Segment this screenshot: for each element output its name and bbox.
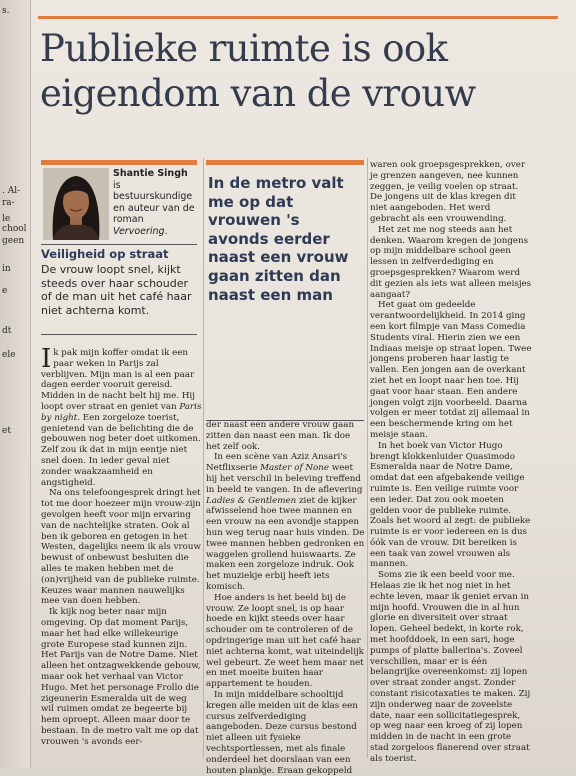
strip-fragment: ra- xyxy=(2,198,15,208)
strip-fragment: in xyxy=(2,264,11,274)
paragraph-italic: Paris by night xyxy=(41,401,202,423)
strip-fragment: . Al- xyxy=(2,186,21,196)
paragraph: waren ook groepsgesprekken, over je grenzen aangeven, nee kunnen zeggen, je veilig voelen op straat. De jongens uit de klas kregen dit niet aangeboden. Het werd gebracht als een vrouwending. xyxy=(370,160,526,224)
author-accent-rule xyxy=(41,160,197,165)
paragraph: Na ons telefoongesprek dringt het tot me door hoezeer mijn vrouw-zijn gevolgen heeft voor mijn ervaring van de nachtelijke straten. Ook al ben ik geboren en getogen in het Westen, dagelijks neem ik als vrouw bewust of onbewust besluiten die alles te maken hebben met de (on)vrijheid van de publieke ruimte. Keuzes waar mannen nauwelijks mee van doen hebben. xyxy=(41,488,201,607)
paragraph-text: k pak mijn koffer omdat ik een paar weken in Parijs zal verblijven. Mijn man is al een paar dagen eerder vooruit gereisd. Midden in de nacht belt hij me. Hij loopt over straat en geniet van xyxy=(41,348,195,412)
top-accent-rule xyxy=(38,16,558,19)
paragraph: Hoe anders is het beeld bij de vrouw. Ze loopt snel, is op haar hoede en kijkt steeds over haar schouder om te controleren of de opdringerige man uit het café haar niet achterna komt, wat uiteindelijk wel gebeurt. Ze weet hem maar net en met moeite buiten haar appartement te houden. xyxy=(206,592,364,690)
paragraph-italic: Ladies & Gentlemen xyxy=(206,495,297,506)
paragraph xyxy=(206,452,365,592)
strip-fragment: e xyxy=(2,286,8,296)
paragraph: In het boek van Victor Hugo brengt klokkenluider Quasimodo Esmeralda naar de Notre Dame, omdat dat een afgebakende veilige ruimte is. Een veilige ruimte voor een ieder. Dat zou ook moeten gelden voor de publieke ruimte. Zoals het woord al zegt: de publieke ruimte is er voor iedereen en is dus óók van de vrouw. Dit bereiken is een taak van zowel vrouwen als mannen. xyxy=(370,440,531,570)
paragraph-text: ziet de kijker afwisselend hoe twee mannen en een vrouw na een avondje stappen hun weg terug naar huis vinden. De twee mannen hebben gedronken en waggelen grollend huiswaarts. Ze maken een zorgeloze indruk. Ook het muziekje erbij heeft iets komisch. xyxy=(206,495,365,592)
column-divider xyxy=(367,158,368,758)
strip-fragment: dt xyxy=(2,326,12,336)
paragraph xyxy=(41,344,202,488)
column-divider xyxy=(203,158,204,758)
author-book-title: Vervoering xyxy=(113,225,165,237)
paragraph: In mijn middelbare schooltijd kregen alle meiden uit de klas een cursus zelfverdediging aangeboden. Deze cursus bestond niet alleen uit fysieke vechtsportlessen, met als finale onderdeel het doorslaan van een houten plankje. Eraan gekoppeld xyxy=(206,689,358,776)
body-column-2 xyxy=(206,420,365,776)
strip-fragment: et xyxy=(2,426,11,436)
strip-fragment: ele xyxy=(2,350,16,360)
author-photo xyxy=(43,168,109,240)
section-rule-top xyxy=(41,244,197,245)
paragraph-text: weet hij het verschil in beleving treffend in beeld te vangen. In de aflevering xyxy=(206,463,363,495)
paragraph: Soms zie ik een beeld voor me. Helaas zie ik het nog niet in het echte leven, maar ik geniet ervan in mijn hoofd. Vrouwen die in al hun glorie en diversiteit over straat lopen. Geheel bedekt, in korte rok, met hoofddoek, in een sari, hoge pumps of platte ballerina's. Zoveel verschillen, maar er is één belangrijke overeenkomst: zij lopen over straat zonder angst. Zonder constant risicotaxaties te maken. Zij zijn onderweg naar de zoveelste date, naar een sollicitatiegesprek, op weg naar een kroeg of zij lopen midden in de nacht in een grote stad zorgeloos flanerend over straat als toerist. xyxy=(370,570,531,764)
headline-line-1: Publieke ruimte is ook xyxy=(40,27,448,70)
article-headline xyxy=(40,26,560,116)
strip-fragment: chool xyxy=(2,224,27,234)
author-bio-period: . xyxy=(164,225,168,237)
strip-fragment: s. xyxy=(2,6,10,16)
author-description: is bestuurskundige en auteur van de roman xyxy=(113,179,195,225)
headline-line-2: eigendom van de vrouw xyxy=(40,72,476,115)
article-lead: De vrouw loopt snel, kijkt steeds over haar schouder of de man uit het café haar niet achterna komt. xyxy=(41,263,192,317)
drop-cap: I xyxy=(41,344,52,374)
paragraph-text: In een scène van Aziz Ansari's Netflixserie xyxy=(206,452,348,474)
paragraph: Het gaat om gedeelde verantwoordelijkheid. In 2014 ging een kort filmpje van Mass Comedia Students viral. Hierin zien we een Indiaas meisje op straat lopen. Twee jongens proberen haar lastig te vallen. Een jongen aan de overkant ziet het en loopt naar hen toe. Hij gaat voor haar staan. Een andere jongen volgt zijn voorbeeld. Daarna volgen er meer totdat zij allemaal in een beschermende kring om het meisje staan. xyxy=(370,300,532,440)
paragraph-italic: Master of None xyxy=(260,463,329,474)
pull-quote: In de metro valt me op dat vrouwen 's avonds eerder naast een vrouw gaan zitten dan naast een man xyxy=(208,174,349,304)
strip-fragment: le xyxy=(2,214,11,224)
paragraph: der naast een andere vrouw gaan zitten dan naast een man. Ik doe het zelf ook. xyxy=(206,420,355,452)
section-rule-bottom xyxy=(41,334,197,335)
strip-fragment: geen xyxy=(2,236,25,246)
paragraph: Ik kijk nog beter naar mijn omgeving. Op dat moment Parijs, maar het had elke willekeurige grote Europese stad kunnen zijn. Het Parijs van de Notre Dame. Niet alleen het ontzagwekkende gebouw, maar ook het verhaal van Victor Hugo. Met het personage Frollo die zigeunerin Esmeralda uit de weg wil ruimen omdat ze begeerte bij hem oproept. Alleen maar door te bestaan. In de metro valt me op dat vrouwen 's avonds eer- xyxy=(41,607,201,747)
author-bio xyxy=(113,168,197,237)
adjacent-page-strip xyxy=(0,0,31,768)
body-column-1 xyxy=(41,344,202,747)
author-portrait-icon xyxy=(43,168,109,240)
section-heading: Veiligheid op straat xyxy=(41,247,169,261)
body-column-3 xyxy=(370,160,532,765)
author-name: Shantie Singh xyxy=(113,168,188,179)
paragraph: Het zet me nog steeds aan het denken. Waarom kregen de jongens op mijn middelbare school geen lessen in zelfverdediging en groepsgesprekken? Waarom werd dit gezien als iets wat alleen meisjes aangaat? xyxy=(370,224,532,300)
paragraph-text: . Een zorgeloze toerist, genietend van de belichting die de gebouwen nog beter doet uitkomen. Zelf zou ik dat in mijn eentje niet snel doen. In ieder geval niet zonder waakzaamheid en angstigheid. xyxy=(41,412,201,488)
